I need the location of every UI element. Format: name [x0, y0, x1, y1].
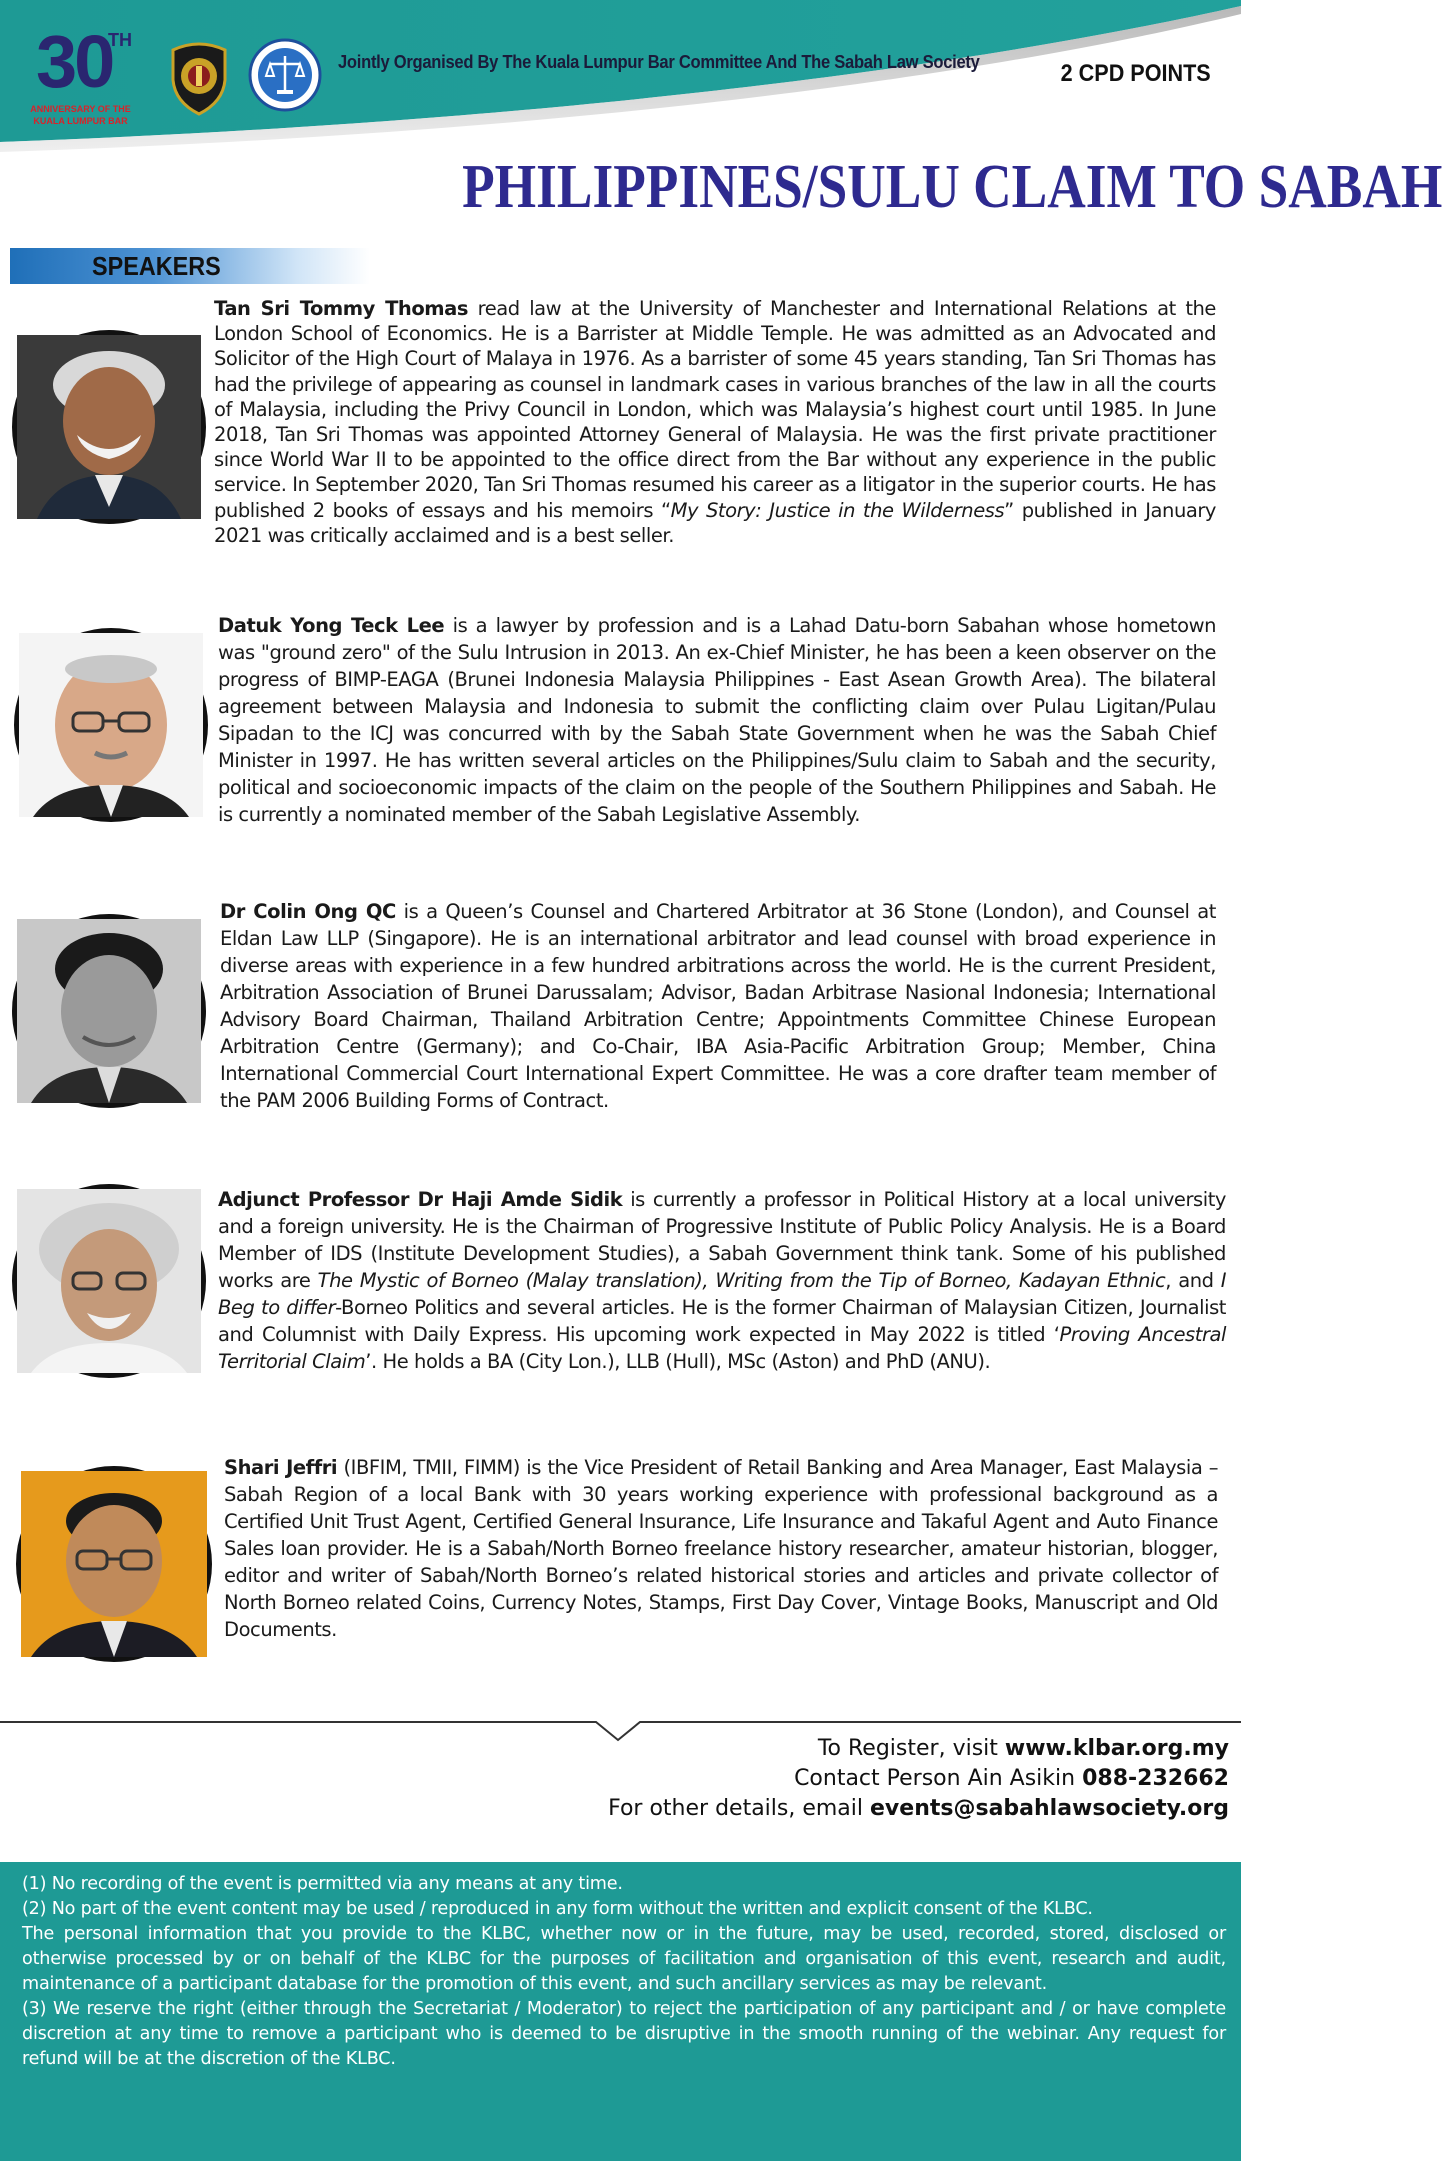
- speaker-bio-text: read law at the University of Manchester and International Relations at the London School of Economics. He is a Barrister at Middle Temple. He was admitted as an Advocated and Solicitor of the High Court of Malaya in 1976. As a barrister of some 45 years standing, Tan Sri Thomas has had the privilege of appearing as counsel in landmark cases in various branches of the law in all the courts of Malaysia, including the Privy Council in London, which was Malaysia’s highest court until 1985. In June 2018, Tan Sri Thomas was appointed Attorney General of Malaysia. He was the first private practitioner since World War II to be appointed to the office direct from the Bar without any experience in the public service. In September 2020, Tan Sri Thomas resumed his career as a litigator in the superior courts. He has published 2 books of essays and his memoirs “: [214, 297, 1216, 522]
- footer-note-2: (2) No part of the event content may be used / reproduced in any form without the written and explicit consent of the KLBC.: [22, 1899, 1093, 1919]
- anniversary-logo: [28, 22, 158, 132]
- speaker-bio-text: is a Queen’s Counsel and Chartered Arbitrator at 36 Stone (London), and Counsel at Eldan Law LLP (Singapore). He is an international arbitrator and lead counsel with broad experience in diverse areas with experience in a few hundred arbitrations across the world. He is the current President, Arbitration Association of Brunei Darussalam; Advisor, Badan Arbitrase Nasional Indonesia; International Advisory Board Chairman, Thailand Arbitration Centre; Appointments Committee Chinese European Arbitration Centre (Germany); and Co-Chair, IBA Asia-Pacific Arbitration Group; Member, China International Commercial Court International Expert Committee. He was a core drafter team member of the PAM 2006 Building Forms of Contract.: [220, 900, 1216, 1112]
- speaker-bio-text: is a lawyer by profession and is a Lahad Datu-born Sabahan whose hometown was "ground zero" of the Sulu Intrusion in 2013. An ex-Chief Minister, he has been a keen observer on the progress of BIMP-EAGA (Brunei Indonesia Malaysia Philippines - East Asean Growth Area). The bilateral agreement between Malaysia and Indonesia to submit the conflicting claim over Pulau Ligitan/Pulau Sipadan to the ICJ was concurred with by the Sabah State Government when he was the Sabah Chief Minister in 1997. He has written several articles on the Philippines/Sulu claim to Sabah and the security, political and socioeconomic impacts of the claim on the people of the Southern Philippines and Sabah. He is currently a nominated member of the Sabah Legislative Assembly.: [218, 614, 1216, 826]
- cpd-points-badge: 2 CPD POINTS: [1060, 60, 1211, 87]
- speaker-bio-end: ’. He holds a BA (City Lon.), LLB (Hull), MSc (Aston) and PhD (ANU).: [365, 1350, 991, 1373]
- speakers-heading: [10, 248, 370, 284]
- speaker-photo-yong-teck-lee: [14, 628, 208, 822]
- speaker-book-title: My Story: Justice in the Wilderness: [670, 498, 1005, 522]
- speaker-works-2: I Beg to differ: [218, 1269, 1227, 1319]
- speaker-photo-shari-jeffri: [16, 1466, 212, 1662]
- contact-prefix: Contact Person Ain Asikin: [794, 1766, 1083, 1791]
- anniversary-suffix: TH: [108, 30, 132, 50]
- speaker-bio-yong-teck-lee: [218, 612, 1216, 828]
- speaker-bio-colin-ong: [220, 898, 1216, 1114]
- speaker-bio-text: is currently a professor in Political History at a local university and a foreign university. He is the Chairman of Progressive Institute of Public Policy Analysis. He is a Board Member of IDS (Institute Development Studies), a Sabah Government think tank. Some of his published works are: [218, 1188, 1226, 1292]
- email-line: [329, 1796, 1229, 1821]
- speaker-bio-end: ” published in January 2021 was critically acclaimed and is a best seller.: [214, 498, 1217, 547]
- anniversary-line1: ANNIVERSARY OF THE: [30, 104, 131, 114]
- speaker-name: Datuk Yong Teck Lee: [218, 614, 445, 637]
- speaker-works-and: , and: [1165, 1269, 1221, 1292]
- register-prefix: To Register, visit: [817, 1736, 1005, 1761]
- register-link[interactable]: www.klbar.org.my: [1004, 1736, 1229, 1761]
- speaker-name: Adjunct Professor Dr Haji Amde Sidik: [218, 1188, 623, 1211]
- speakers-heading-label: SPEAKERS: [92, 251, 221, 281]
- anniversary-number: 30: [36, 20, 113, 103]
- speaker-upcoming-work: Proving Ancestral Territorial Claim: [218, 1323, 1226, 1373]
- organised-by-text: Jointly Organised By The Kuala Lumpur Bar Committee And The Sabah Law Society: [338, 52, 980, 72]
- sabah-law-society-logo: [248, 38, 322, 112]
- speaker-bio-mid: -Borneo Politics and several articles. He is the former Chairman of Malaysian Citizen, Journalist and Columnist with Daily Express. His upcoming work expected in May 2022 is titled ‘: [218, 1296, 1226, 1346]
- contact-email[interactable]: events@sabahlawsociety.org: [870, 1796, 1229, 1821]
- footer-text: [22, 1872, 1226, 2072]
- footer-note-3: (3) We reserve the right (either through the Secretariat / Moderator) to reject the participation of any participant and / or have complete discretion at any time to remove a participant who is deemed to be disruptive in the smooth running of the webinar. Any request for refund will be at the discretion of the KLBC.: [22, 1999, 1226, 2069]
- header-band: [0, 0, 1241, 150]
- kl-bar-crest-logo: [163, 36, 235, 116]
- email-prefix: For other details, email: [608, 1796, 871, 1821]
- contact-phone[interactable]: 088-232662: [1082, 1766, 1229, 1791]
- speaker-photo-tommy-thomas: [12, 330, 206, 524]
- footer-notes: [0, 1862, 1241, 2161]
- speaker-bio-amde-sidik: [218, 1186, 1226, 1375]
- speaker-bio-shari-jeffri: [224, 1454, 1218, 1643]
- event-title: PHILIPPINES/SULU CLAIM TO SABAH: [462, 153, 1442, 221]
- speaker-name: Dr Colin Ong QC: [220, 900, 396, 923]
- anniversary-line2: KUALA LUMPUR BAR: [33, 116, 128, 126]
- footer-note-privacy: The personal information that you provide to the KLBC, whether now or in the future, may be used, recorded, stored, disclosed or otherwise processed by or on behalf of the KLBC for the purposes of facilitation and organisation of this event, research and audit, maintenance of a participant database for the promotion of this event, and such ancillary services as may be relevant.: [22, 1924, 1226, 1994]
- speaker-name: Shari Jeffri: [224, 1456, 338, 1479]
- speaker-photo-colin-ong: [12, 914, 206, 1108]
- contact-line: [329, 1766, 1229, 1791]
- speaker-photo-amde-sidik: [12, 1184, 206, 1378]
- speaker-bio-text: (IBFIM, TMII, FIMM) is the Vice President of Retail Banking and Area Manager, East Malaysia – Sabah Region of a local Bank with 30 years working experience with professional background as a Certified Unit Trust Agent, Certified General Insurance, Life Insurance and Takaful Agent and Auto Finance Sales loan provider. He is a Sabah/North Borneo freelance history researcher, amateur historian, blogger, editor and writer of Sabah/North Borneo’s related historical stories and articles and private collector of North Borneo related Coins, Currency Notes, Stamps, First Day Cover, Vintage Books, Manuscript and Old Documents.: [224, 1456, 1218, 1641]
- speaker-works-1: The Mystic of Borneo (Malay translation), Writing from the Tip of Borneo, Kadayan Ethnic: [317, 1269, 1166, 1292]
- speaker-name: Tan Sri Tommy Thomas: [214, 297, 469, 320]
- footer-note-1: (1) No recording of the event is permitted via any means at any time.: [22, 1874, 623, 1894]
- register-line: [329, 1736, 1229, 1761]
- speaker-bio-tommy-thomas: [214, 296, 1216, 548]
